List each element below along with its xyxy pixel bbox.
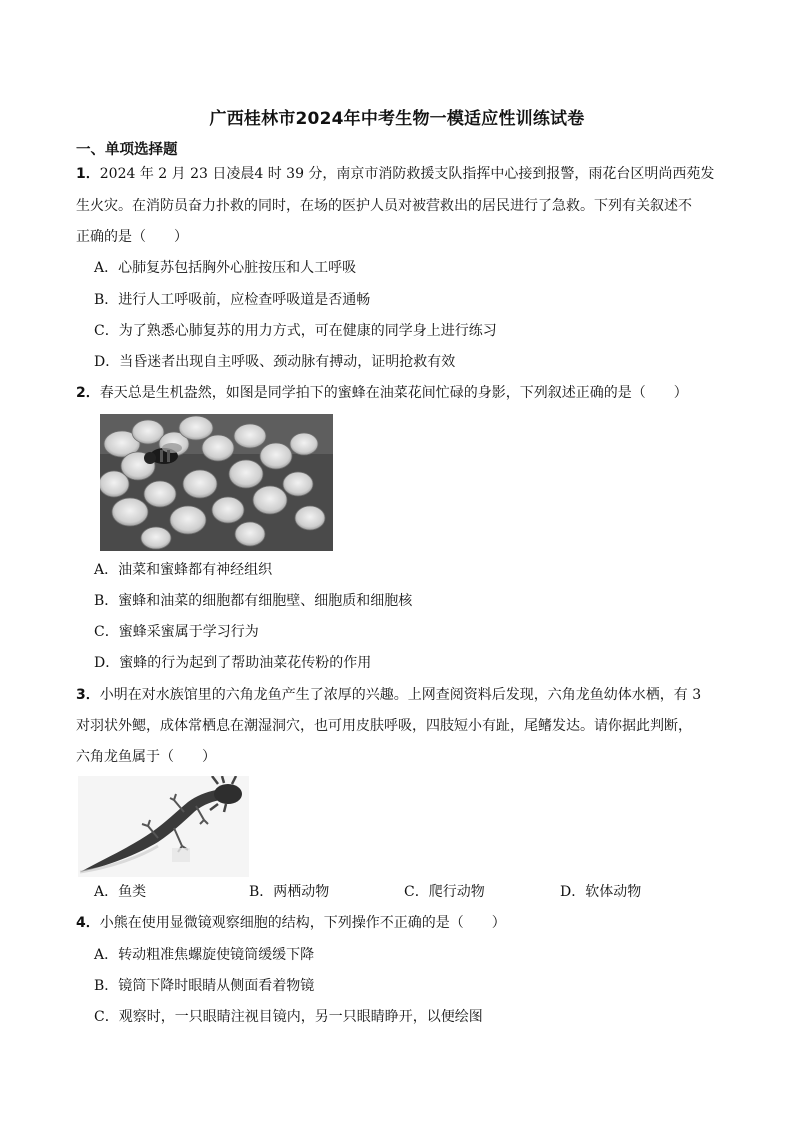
question-2-number: 2． <box>76 385 100 401</box>
question-4-option-b: B．镜筒下降时眼睛从侧面看着物镜 <box>94 978 315 994</box>
question-4-line-1: 4．小熊在使用显微镜观察细胞的结构，下列操作不正确的是（ ） <box>76 915 506 931</box>
section-heading: 一、单项选择题 <box>76 142 178 158</box>
question-4-number: 4． <box>76 915 100 931</box>
question-1-option-d: D．当昏迷者出现自主呼吸、颈动脉有搏动，证明抢救有效 <box>94 354 456 370</box>
axolotl-photo <box>78 776 249 877</box>
question-3-number: 3． <box>76 687 100 703</box>
question-2-option-c: C．蜜蜂采蜜属于学习行为 <box>94 624 259 640</box>
axolotl-image <box>78 776 249 877</box>
question-1-option-c: C．为了熟悉心肺复苏的用力方式，可在健康的同学身上进行练习 <box>94 323 497 339</box>
question-4-option-a: A．转动粗准焦螺旋使镜筒缓缓下降 <box>94 947 315 963</box>
question-3-option-c: C．爬行动物 <box>404 884 485 900</box>
question-3-option-d: D．软体动物 <box>560 884 642 900</box>
question-1-option-b: B．进行人工呼吸前，应检查呼吸道是否通畅 <box>94 292 371 308</box>
question-1-line-1: 1．2024 年 2 月 23 日凌晨4 时 39 分，南京市消防救援支队指挥中心接到报警，雨花台区明尚西苑发 <box>76 166 715 182</box>
question-4-option-c: C．观察时，一只眼睛注视目镜内，另一只眼睛睁开，以便绘图 <box>94 1009 483 1025</box>
question-2-option-d: D．蜜蜂的行为起到了帮助油菜花传粉的作用 <box>94 655 372 671</box>
bee-rapeseed-photo <box>100 414 333 551</box>
bee-on-flowers-image <box>100 414 333 551</box>
question-3-line-3: 六角龙鱼属于（ ） <box>76 749 216 765</box>
question-1-number: 1． <box>76 166 100 182</box>
question-1-option-a: A．心肺复苏包括胸外心脏按压和人工呼吸 <box>94 260 357 276</box>
question-2-option-a: A．油菜和蜜蜂都有神经组织 <box>94 562 273 578</box>
exam-title: 广西桂林市2024年中考生物一模适应性训练试卷 <box>209 109 585 129</box>
question-3-option-b: B．两栖动物 <box>249 884 330 900</box>
question-1-line-3: 正确的是（ ） <box>76 229 188 245</box>
question-2-option-b: B．蜜蜂和油菜的细胞都有细胞壁、细胞质和细胞核 <box>94 593 413 609</box>
question-2-line-1: 2．春天总是生机盎然，如图是同学拍下的蜜蜂在油菜花间忙碌的身影，下列叙述正确的是（ ） <box>76 385 688 401</box>
question-1-line-2: 生火灾。在消防员奋力扑救的同时，在场的医护人员对被营救出的居民进行了急救。下列有关叙述不 <box>76 198 692 214</box>
question-3-line-1: 3．小明在对水族馆里的六角龙鱼产生了浓厚的兴趣。上网查阅资料后发现，六角龙鱼幼体水栖，有 3 <box>76 687 702 703</box>
question-3-option-a: A．鱼类 <box>94 884 147 900</box>
question-3-line-2: 对羽状外鳃，成体常栖息在潮湿洞穴，也可用皮肤呼吸，四肢短小有趾，尾鳍发达。请你据此判断， <box>76 718 692 734</box>
